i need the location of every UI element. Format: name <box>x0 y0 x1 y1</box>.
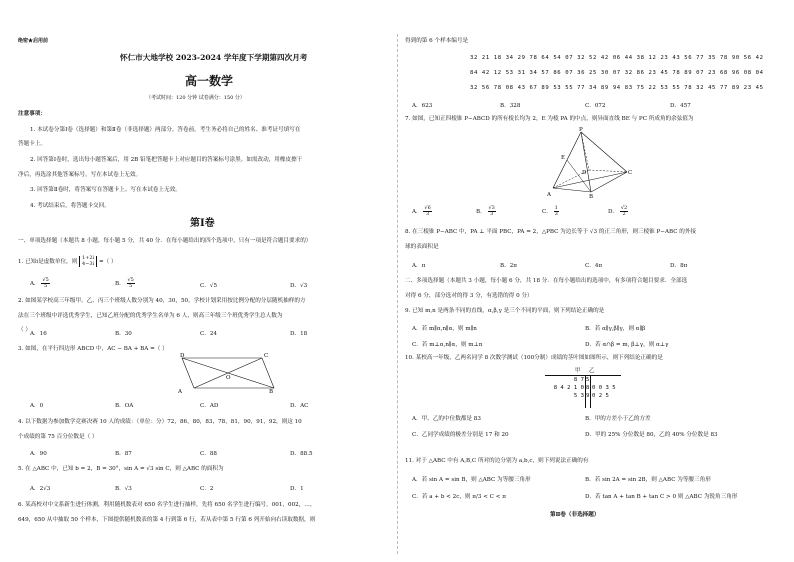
q2-option-c[interactable]: C．24 <box>200 331 217 337</box>
q1-stem <box>18 256 117 267</box>
section2-line-b: 对得 6 分，部分选对的得 3 分，有选错的得 0 分） <box>405 293 533 299</box>
q7-label-c: C <box>628 170 633 176</box>
q5-option-b[interactable]: B．√3 <box>115 486 132 492</box>
q7-c-num: 1 <box>554 205 558 211</box>
q2-option-b[interactable]: B．30 <box>115 331 132 337</box>
q3-option-d[interactable]: D．AC <box>290 403 309 409</box>
q9-option-b[interactable]: B．若 α∥γ,β∥γ，则 α∥β <box>585 326 646 332</box>
q7-label-b: B <box>589 194 594 198</box>
q2-option-a[interactable]: A．16 <box>30 331 47 337</box>
q10-row3-right: 0 2 5 <box>592 393 609 399</box>
column-divider <box>397 34 398 554</box>
q2-option-d[interactable]: D．18 <box>290 331 308 337</box>
q6-option-d[interactable]: D．457 <box>670 103 691 109</box>
q2-line-a: 2. 如图某学校高三年级甲、乙、丙三个班级人数分别为 40，30，50，学校计划采用按比例分配的分层随机抽样的方 <box>18 298 306 304</box>
q7-a-den: 3 <box>426 211 430 217</box>
q8-option-b[interactable]: B．2π <box>500 263 517 269</box>
q4-option-d[interactable]: D．88.5 <box>290 451 313 457</box>
q8-option-d[interactable]: D．8π <box>670 263 688 269</box>
q7-a-label: A． <box>412 209 422 215</box>
q11-option-d[interactable]: D．若 tan A + tan B + tan C > 0 则 △ABC 为锐角三角形 <box>585 494 738 500</box>
q1-stem-text: 1. 已知i是虚数单位，则 <box>18 259 78 265</box>
q1-option-b[interactable] <box>115 278 135 289</box>
note-1b: 答题卡上。 <box>18 141 46 147</box>
section1-title: 第Ⅰ卷 <box>190 218 215 229</box>
q6-random-row-2: 84 42 12 53 31 34 57 86 07 36 25 30 07 32 86 23 45 78 89 07 23 68 96 08 04 <box>470 70 764 76</box>
q7-b-den: 3 <box>490 211 494 217</box>
q3-label-d: D <box>180 353 185 359</box>
q1-a-num: √5 <box>42 277 49 283</box>
note-2b: 净后，再选涂其他答案标号。写在本试卷上无效。 <box>18 172 142 178</box>
q4-line-a: 4. 以下数据为参加数学竞赛决赛 10 人的成绩：（单位：分）72，86，80，83，78，81，90，91，92，则这 10 <box>18 419 302 425</box>
q10-option-a[interactable]: A．甲、乙的中位数都是 83 <box>412 416 481 422</box>
note-2a: 2. 回答第Ⅰ卷时，选出每小题答案后，用 2B 铅笔把答题卡上对应题目的答案标号涂黑。如需改动，用橡皮擦干 <box>30 157 303 163</box>
notes-title: 注意事项： <box>18 111 46 117</box>
q7-option-c[interactable] <box>542 206 559 217</box>
q10-row1-stem: 5 <box>586 377 590 383</box>
q7-c-den: 3 <box>554 211 558 217</box>
q3-option-b[interactable]: B．OA <box>115 403 134 409</box>
q4-option-a[interactable]: A．90 <box>30 451 47 457</box>
q1-option-d[interactable]: D．√3 <box>290 283 308 289</box>
q11-option-a[interactable]: A．若 sin A = sin B，则 △ABC 为等腰三角形 <box>412 477 531 483</box>
q10-row3-left: 5 3 <box>573 393 584 399</box>
q6-line-b: 649，650 从中抽取 50 个样本，下图提供随机数表的第 4 行到第 6 行，若从表中第 5 行第 6 列开始向右读取数据，则 <box>18 517 316 523</box>
school-title: 怀仁市大地学校 2023-2024 学年度下学期第四次月考 <box>120 53 308 62</box>
q7-label-p: P <box>579 127 583 133</box>
q7-label-e: E <box>561 155 566 161</box>
q7-option-a[interactable] <box>412 206 432 217</box>
q5-option-a[interactable]: A．2√3 <box>30 486 51 492</box>
q11-stem: 11. 对于 △ABC 中有 A,B,C 所对的边分别为 a,b,c，则下列说法正确的有 <box>405 458 589 464</box>
q5-stem: 5. 在 △ABC 中，已知 b = 2，B = 30°，sin A = √3 sin C，则 △ABC 的面积为 <box>18 466 224 472</box>
q10-option-b[interactable]: B．甲的方差小于乙的方差 <box>585 416 651 422</box>
q5-option-c[interactable]: C．2 <box>200 486 214 492</box>
q7-option-d[interactable] <box>608 206 628 217</box>
q5-option-d[interactable]: D．1 <box>290 486 304 492</box>
q7-c-fraction <box>554 206 559 217</box>
q7-pyramid-figure <box>543 126 633 198</box>
q6-option-a[interactable]: A．623 <box>412 103 433 109</box>
q10-row2-stem: 8 <box>586 385 590 391</box>
q1-b-label: B． <box>115 281 125 287</box>
q1-a-fraction <box>41 278 49 289</box>
q10-stem-leaf-plot <box>545 368 621 410</box>
q1-option-c[interactable]: C．√5 <box>200 283 217 289</box>
q1-matrix <box>79 256 97 267</box>
q8-option-c[interactable]: C．4π <box>585 263 603 269</box>
q9-option-a[interactable]: A．若 m∥α,n∥α，则 m∥n <box>412 326 477 332</box>
section2-line-a: 二、多项选择题（本题共 3 小题，每小题 6 分，共 18 分．在每小题给出的选项中，有多项符合题目要求．全部选 <box>405 278 688 284</box>
q1-a-label: A． <box>30 281 40 287</box>
q1-a-den: 5 <box>44 283 48 289</box>
q10-stem-rule-right <box>590 375 591 408</box>
q6-line-a: 6. 某高校对中文系新生进行体测，利用随机数表对 650 名学生进行抽样，先将 650 名学生进行编号，001，002，…， <box>18 502 316 508</box>
q10-row2-right: 0 0 3 5 <box>592 385 616 391</box>
q2-line-c: （ ） <box>18 327 31 333</box>
section1-intro: 一、单项选择题（本题共 8 小题，每小题 5 分，共 40 分．在每小题给出的四个选项中，只有一项是符合题目要求的） <box>18 238 312 244</box>
q3-label-c: C <box>264 353 269 359</box>
q10-row2-left: 8 4 2 1 0 <box>553 385 584 391</box>
q7-b-fraction <box>488 206 496 217</box>
q1-matrix-row2: 4−3i <box>82 260 95 267</box>
q7-d-den: 2 <box>622 211 626 217</box>
q7-a-num: √6 <box>424 205 431 211</box>
note-3: 3. 回答第Ⅱ卷时，将答案写在答题卡上。写在本试卷上无效。 <box>30 187 181 193</box>
q3-label-a: A <box>178 389 182 394</box>
q6-random-row-1: 32 21 18 34 29 78 64 54 07 32 52 42 06 44 38 12 23 43 56 77 35 78 90 56 42 <box>470 55 764 61</box>
q8-line-a: 8. 在三棱锥 P−ABC 中，PA ⊥ 平面 PBC，PA = 2，△PBC 为边长等于 √3 的正三角形，则三棱锥 P−ABC 的外接 <box>405 229 697 235</box>
q3-option-c[interactable]: C．AD <box>200 403 219 409</box>
q1-stem-tail: =（ ） <box>98 259 117 265</box>
q7-d-label: D． <box>608 209 619 215</box>
q4-option-c[interactable]: C．88 <box>200 451 217 457</box>
q11-option-c[interactable]: C．若 a + b < 2c，则 π/3 < C < π <box>412 494 506 500</box>
q7-d-fraction <box>620 206 628 217</box>
q7-label-d: D <box>582 170 587 176</box>
q3-label-o: O <box>226 375 231 381</box>
q7-stem: 7. 如图，已知正四棱锥 P−ABCD 的所有棱长均为 2，E 为棱 PA 的中点，则异面直线 BE 与 PC 所成角的余弦值为 <box>405 116 694 122</box>
q2-line-b: 法在三个班级中评选优秀学生，已知乙班分配的优秀学生名单为 6 人，则高三年级三个班优秀学生总人数为 <box>18 313 283 319</box>
q10-row3-stem: 9 <box>586 393 590 399</box>
exam-info: （考试时间：120 分钟 试卷满分：150 分） <box>146 95 245 101</box>
q6-random-row-3: 32 56 78 08 43 67 89 53 55 77 34 89 94 83 75 22 53 55 78 32 45 77 89 23 45 <box>470 85 764 91</box>
q8-option-a[interactable]: A．π <box>412 263 426 269</box>
q6-line-c: 得到的第 6 个样本编号是 <box>405 38 469 44</box>
q7-b-num: √3 <box>488 205 495 211</box>
q11-option-b[interactable]: B．若 sin 2A = sin 2B，则 △ABC 为等腰三角形 <box>585 477 711 483</box>
note-1a: 1. 本试卷分第Ⅰ卷（选择题）和第Ⅱ卷（非选择题）两部分。答卷前，考生务必将自己的姓名、准考证号填写在 <box>30 127 301 133</box>
q10-head-jia: 甲 <box>575 368 581 374</box>
q7-b-label: B． <box>476 209 486 215</box>
q7-label-a: A <box>547 192 551 198</box>
q7-d-num: √2 <box>620 205 628 211</box>
q1-matrix-row1: 1+2i <box>82 255 95 261</box>
q7-c-label: C． <box>542 209 552 215</box>
q7-a-fraction <box>423 206 431 217</box>
q7-option-b[interactable] <box>476 206 496 217</box>
q10-stem: 10. 某校高一年级，乙两名同学 8 次数学测试（100分制）成绩的茎叶图如图所示，则下列结论正确的是 <box>405 355 663 361</box>
q4-line-b: 个成绩的第 75 百分位数是（ ） <box>18 434 98 440</box>
q1-option-a[interactable] <box>30 278 50 289</box>
q3-parallelogram-figure <box>176 352 276 394</box>
q10-option-d[interactable]: D．甲的 25% 分位数是 80，乙的 40% 分位数是 83 <box>585 432 718 438</box>
q3-stem: 3. 如图，在平行四边形 ABCD 中，AC − BA + BA =（ ） <box>18 346 168 352</box>
note-4: 4. 考试结束后，将答题卡交回。 <box>30 203 110 209</box>
section3-title: 第Ⅱ卷（非选择题） <box>550 512 600 518</box>
q10-option-c[interactable]: C．乙同学成绩的极差分别是 17 和 20 <box>412 432 509 438</box>
q1-b-fraction <box>127 278 135 289</box>
q10-row1-left: 8 7 <box>573 377 584 383</box>
q9-option-c[interactable]: C．若 m⊥α,n∥α，则 m⊥n <box>412 342 483 348</box>
q10-head-rule <box>545 375 621 376</box>
q6-option-b[interactable]: B．328 <box>500 103 521 109</box>
q6-option-c[interactable]: C．072 <box>585 103 606 109</box>
secret-label: 绝密★启用前 <box>18 38 49 44</box>
q4-option-b[interactable]: B．87 <box>115 451 132 457</box>
q8-line-b: 球的表面积是 <box>405 244 439 250</box>
q1-b-den: 5 <box>129 283 133 289</box>
q10-head-yi: 乙 <box>589 368 595 374</box>
q3-label-b: B <box>269 389 274 394</box>
q9-option-d[interactable]: D．若 α∩β = m, β⊥γ，则 α⊥γ <box>585 342 669 348</box>
subject-title: 高一数学 <box>185 74 234 88</box>
q3-option-a[interactable]: A．0 <box>30 403 44 409</box>
q9-stem: 9. 已知 m,n 是两条不同的直线，α,β,γ 是三个不同的平面，则下列结论正确的是 <box>405 308 605 314</box>
q1-b-num: √5 <box>127 277 134 283</box>
